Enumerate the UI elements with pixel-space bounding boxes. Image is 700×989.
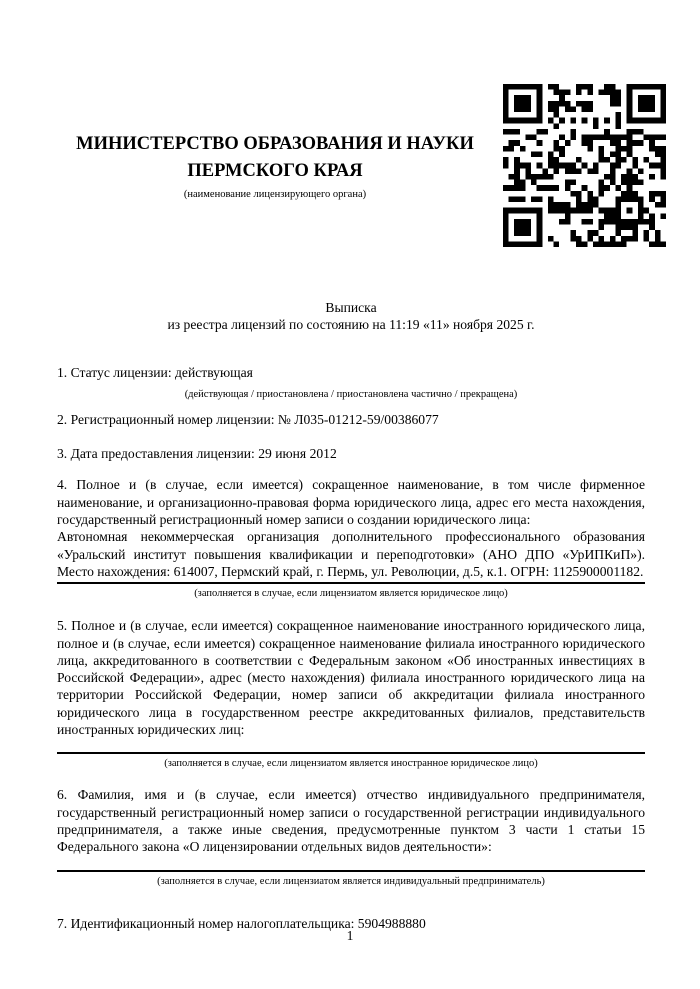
entrepreneur-label: 6. Фамилия, имя и (в случае, если имеется) отчество индивидуального предпринимателя, государственный регистрационный номер записи о государственной регистрации индивидуального предпринимателя, а также иные сведения, предусмотренные пунктом 3 части 1 статьи 15 Федерального закона «О лицензировании отдельных видов деятельности»: xyxy=(57,787,645,855)
qr-code-image xyxy=(503,84,666,247)
entrepreneur-caption: (заполняется в случае, если лицензиатом является индивидуальный предприниматель) xyxy=(157,875,545,887)
legal-entity-fill-rule xyxy=(57,582,645,584)
legal-entity-value: Автономная некоммерческая организация дополнительного профессионального образования «Уральский институт повышения квалификации и переподготовки» (АНО ДПО «УрИПКиП»). Место нахождения: 614007, Пермский край, г. Пермь, ул. Революции, д.5, к.1. ОГРН: 1125900001182. xyxy=(57,529,645,579)
foreign-entity-section xyxy=(57,617,645,770)
document-title-line2: из реестра лицензий по состоянию на 11:19 «11» ноября 2025 г. xyxy=(167,317,535,333)
entrepreneur-section xyxy=(57,786,645,887)
document-header xyxy=(57,131,493,201)
legal-entity-section xyxy=(57,476,645,600)
document-title xyxy=(57,299,645,334)
license-reg-number: 2. Регистрационный номер лицензии: № Л035-01212-59/00386077 xyxy=(57,411,439,427)
license-grant-date: 3. Дата предоставления лицензии: 29 июня 2012 xyxy=(57,446,337,462)
document-title-line1: Выписка xyxy=(325,300,377,315)
foreign-entity-fill-rule xyxy=(57,752,645,754)
entrepreneur-fill-rule xyxy=(57,870,645,872)
foreign-entity-label: 5. Полное и (в случае, если имеется) сокращенное наименование иностранного юридического лица, полное и (в случае, если имеется) сокращенное наименование филиала иностранного юридического лица, аккредитованного в соответствии с Федеральным законом «Об иностранных инвестициях в Российской Федерации», адрес (место нахождения) филиала иностранного юридического лица на территории Российской Федерации, номер записи об аккредитации филиала иностранного юридического лица в государственном реестре аккредитованных филиалов, представительств иностранных юридических лиц: xyxy=(57,618,645,738)
license-status-text: 1. Статус лицензии: действующая xyxy=(57,364,253,380)
license-status-caption: (действующая / приостановлена / приостановлена частично / прекращена) xyxy=(184,388,518,400)
ministry-name-line2: ПЕРМСКОГО КРАЯ xyxy=(187,161,363,181)
legal-entity-label: 4. Полное и (в случае, если имеется) сокращенное наименование, в том числе фирменное наименование, и организационно-правовая форма юридического лица, адрес его места нахождения, государственный регистрационный номер записи о создании юридического лица: xyxy=(57,477,645,528)
licensing-authority-caption: (наименование лицензирующего органа) xyxy=(183,189,367,200)
page-number: 1 xyxy=(346,928,354,943)
qr-code-icon xyxy=(503,84,666,247)
document-body xyxy=(57,299,645,932)
foreign-entity-caption: (заполняется в случае, если лицензиатом является иностранное юридическое лицо) xyxy=(164,758,538,770)
ministry-name-line1: МИНИСТЕРСТВО ОБРАЗОВАНИЯ И НАУКИ xyxy=(76,134,474,154)
legal-entity-caption: (заполняется в случае, если лицензиатом является юридическое лицо) xyxy=(194,588,508,600)
taxpayer-id-text: 7. Идентификационный номер налогоплательщика: 5904988880 xyxy=(57,915,426,931)
